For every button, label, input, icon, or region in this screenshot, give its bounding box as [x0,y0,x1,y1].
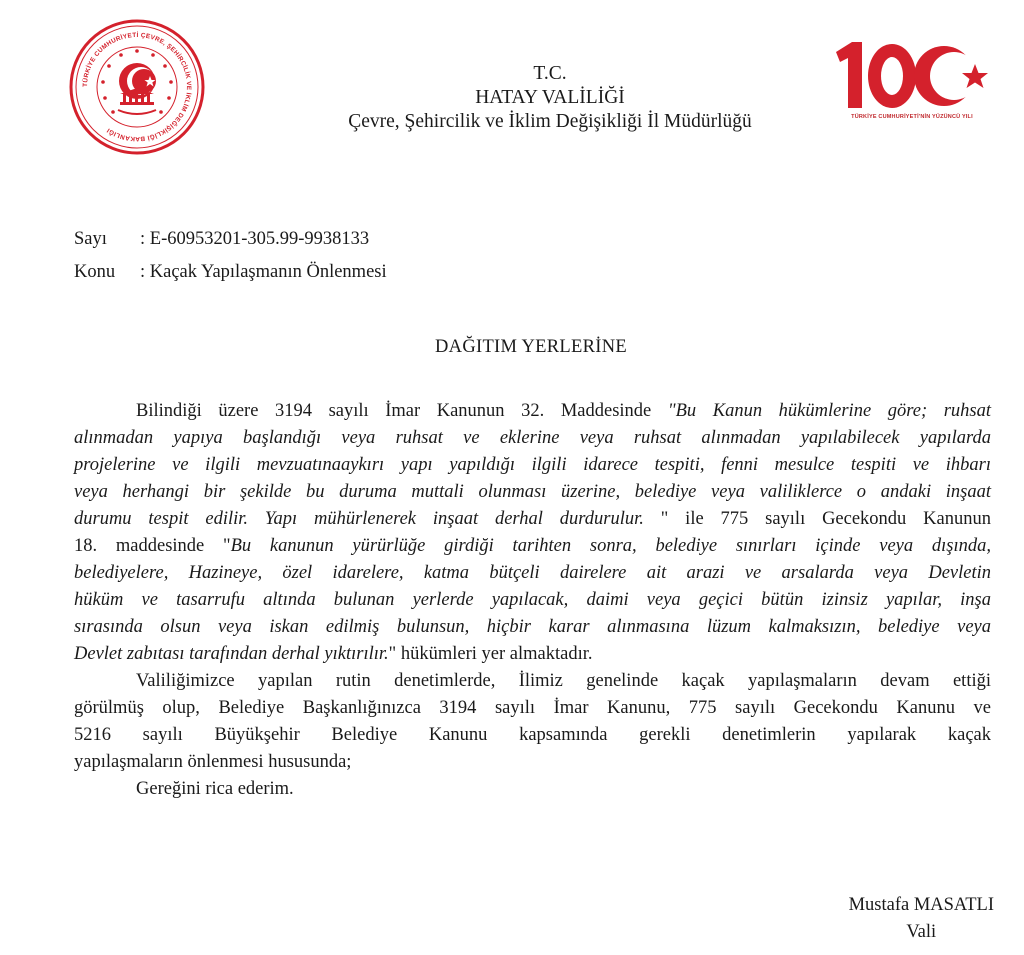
seal-ring-text: TÜRKİYE CUMHURİYETİ ÇEVRE, ŞEHİRCİLİK VE İKLİM DEĞİŞİKLİĞİ BAKANLIĞI [81,31,193,143]
body-text: Bilindiği üzere 3194 sayılı İmar Kanunun 32. Maddesinde [136,401,668,421]
body-line: 5216 sayılı Büyükşehir Belediye Kanunu kapsamında gerekli denetimlerin yapılarak kaçak [74,725,991,745]
meta-subject-label: Konu [74,262,116,282]
signatory-name: Mustafa MASATLI [848,895,994,915]
body-quote: "Bu Kanun hükümlerine göre; ruhsat [667,401,991,421]
document-meta [74,229,387,295]
header-governorship: HATAY VALİLİĞİ [475,87,625,108]
meta-number-value: : E-60953201-305.99-9938133 [140,229,370,249]
distribution-heading: DAĞITIM YERLERİNE [435,337,627,357]
body-line [74,398,991,425]
body-line [74,641,991,668]
signature-block [849,892,994,946]
body-line: sırasında olsun veya iskan edilmiş bulunsun, hiçbir karar alınmasına lüzum kalmaksızın, belediye veya [74,617,991,637]
body-line: hüküm ve tasarrufu altında bulunan yerlerde yapılacak, daimi veya geçici bütün izinsiz yapılar, inşa [74,590,991,610]
header-tc: T.C. [533,63,567,84]
meta-subject-value: : Kaçak Yapılaşmanın Önlenmesi [140,262,387,282]
body-quote: Devlet zabıtası tarafından derhal yıktırılır. [74,644,389,664]
meta-number-label: Sayı [74,229,107,249]
body-line: yapılaşmaların önlenmesi hususunda; [74,752,352,772]
meta-subject-row [74,262,387,295]
body-line [74,506,991,533]
body-line [74,533,991,560]
letter-body [74,398,991,803]
centenary-caption: TÜRKİYE CUMHURİYETİ'NİN YÜZÜNCÜ YILI [851,114,973,120]
meta-number-row [74,229,387,262]
signatory-title: Vali [906,922,937,942]
body-line: belediyelere, Hazineye, özel idarelere, katma bütçeli dairelere ait arazi ve arsalarda veya Devletin [74,563,991,583]
body-text: " hükümleri yer almaktadır. [388,644,593,664]
header-directorate: Çevre, Şehircilik ve İklim Değişikliği İl Müdürlüğü [348,111,752,132]
body-line: projelerine ve ilgili mevzuatınaaykırı yapı yapıldığı ilgili idarece tespiti, fenni mesulce tespiti ve ihbarı [74,455,991,475]
body-line: veya herhangi bir şekilde bu duruma muttali olunması üzerine, belediye veya valiliklerce o andaki inşaat [74,482,991,502]
body-closing: Gereğini rica ederim. [136,779,294,799]
body-line: Valiliğimizce yapılan rutin denetimlerde, İlimiz genelinde kaçak yapılaşmaların devam ettiği [136,671,991,691]
body-line: görülmüş olup, Belediye Başkanlığınızca 3194 sayılı İmar Kanunu, 775 sayılı Gecekondu Kanunu ve [74,698,991,718]
centenary-logo [832,38,992,124]
letterhead [270,62,830,134]
body-quote: durumu tespit edilir. Yapı mühürlenerek inşaat derhal durdurulur. [74,509,661,529]
ministry-seal [68,18,206,156]
body-line: alınmadan yapıya başlandığı veya ruhsat ve eklerine veya ruhsat alınmadan yapılabilecek yapılarda [74,428,991,448]
body-quote: Bu kanunun yürürlüğe girdiği tarihten sonra, belediye sınırları içinde veya dışında, [230,536,991,556]
body-text: " ile 775 sayılı Gecekondu Kanunun [660,509,991,529]
body-text: 18. maddesinde " [74,536,231,556]
